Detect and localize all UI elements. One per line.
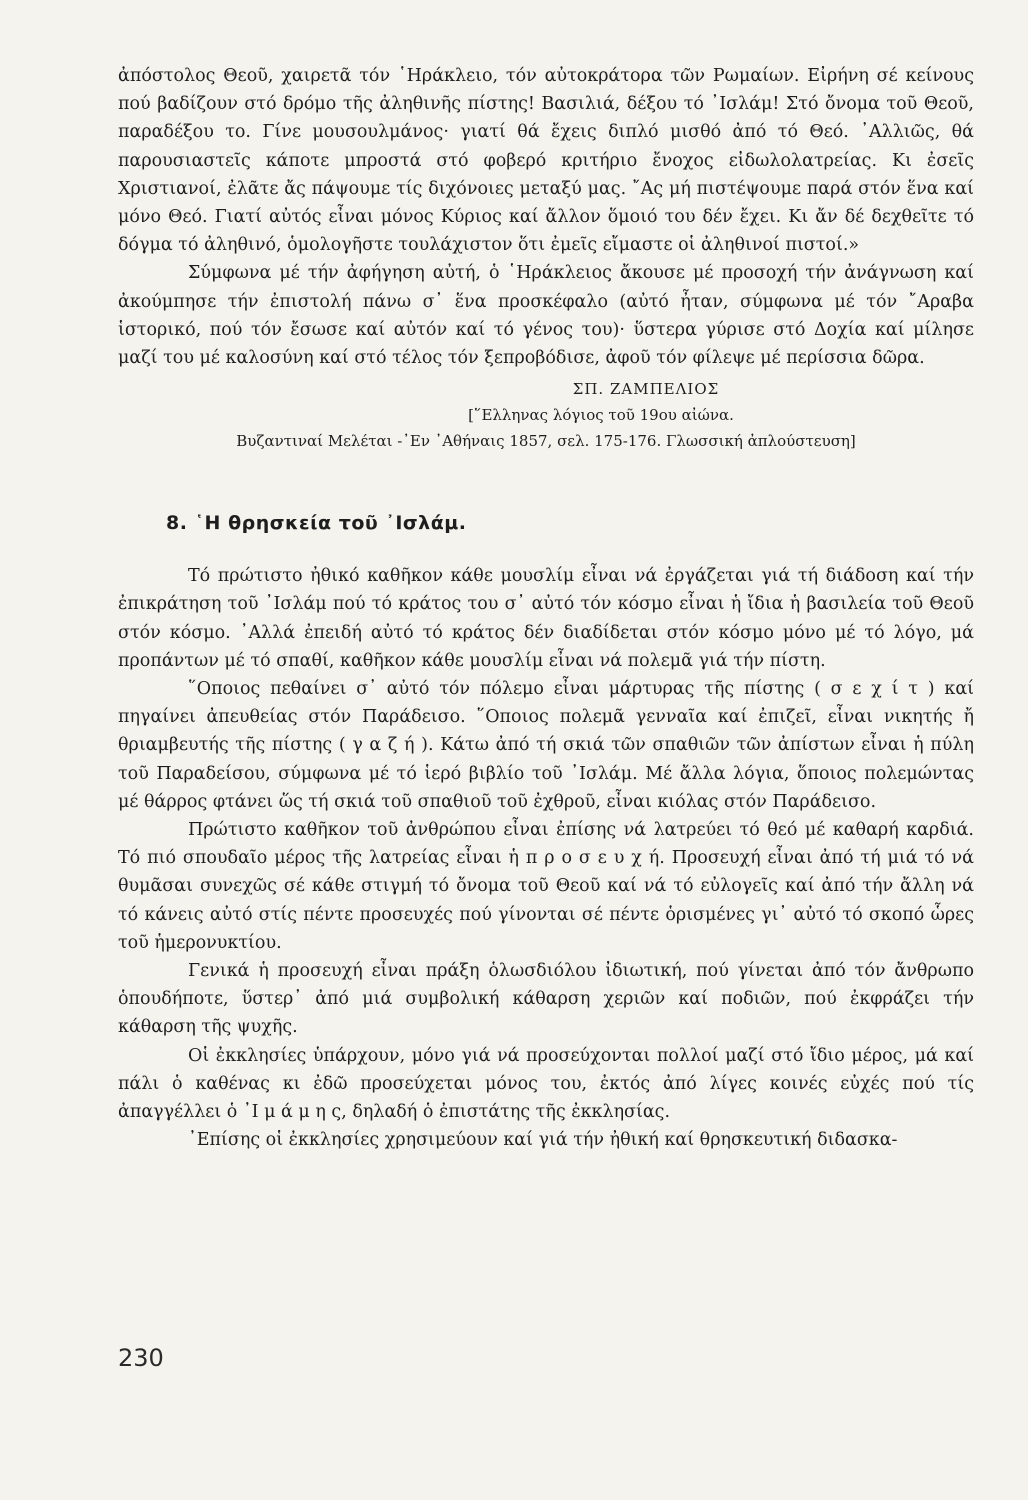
section-paragraph: Γενικά ἡ προσευχή εἶναι πράξη ὁλωσδιόλου ἰδιωτική, πού γίνεται ἀπό τόν ἄνθρωπο ὁπουδήποτε, ὕστερ᾿ ἀπό μιά συμβολική κάθαρση χεριῶν καί ποδιῶν, πού ἐκφράζει τήν κάθαρση τῆς ψυχῆς. [118, 961, 974, 1038]
section-paragraph: Τό πρώτιστο ἠθικό καθῆκον κάθε μουσλίμ εἶναι νά ἐργάζεται γιά τή διάδοση καί τήν ἐπικράτηση τοῦ ᾿Ισλάμ πού τό κράτος του σ᾿ αὐτό τόν κόσμο εἶναι ἡ ἴδια ἡ βασιλεία τοῦ Θεοῦ στόν κόσμο. ᾿Αλλά ἐπειδή αὐτό τό κράτος δέν διαδίδεται στόν κόσμο μόνο μέ τό λόγο, μά προπάντων μέ τό σπαθί, καθῆκον κάθε μουσλίμ εἶναι νά πολεμᾶ γιά τήν πίστη. [118, 566, 974, 671]
citation-author: ΣΠ. ΖΑΜΠΕΛΙΟΣ [572, 380, 720, 399]
section-paragraph: Πρώτιστο καθῆκον τοῦ ἀνθρώπου εἶναι ἐπίσης νά λατρεύει τό θεό μέ καθαρή καρδιά. Τό πιό σπουδαῖο μέρος τῆς λατρείας εἶναι ἡ π ρ ο σ ε υ χ ή. Προσευχή εἶναι ἀπό τή μιά τό νά θυμᾶσαι συνεχῶς σέ κάθε στιγμή τό ὄνομα τοῦ Θεοῦ καί νά τό εὐλογεῖς καί ἀπό τήν ἄλλη νά τό κάνεις αὐτό στίς πέντε προσευχές πού γίνονται σέ πέντε ὁρισμένες γι᾿ αὐτό τό σκοπό ὧρες τοῦ ἡμερονυκτίου. [118, 820, 974, 953]
quote-paragraph: ἀπόστολος Θεοῦ, χαιρετᾶ τόν ῾Ηράκλειο, τόν αὐτοκράτορα τῶν Ρωμαίων. Εἰρήνη σέ κείνους πού βαδίζουν στό δρόμο τῆς ἀληθινῆς πίστης! Βασιλιά, δέξου τό ᾿Ισλάμ! Στό ὄνομα τοῦ Θεοῦ, παραδέξου το. Γίνε μουσουλμάνος· γιατί θά ἔχεις διπλό μισθό ἀπό τό Θεό. ᾿Αλλιῶς, θά παρουσιαστεῖς κάποτε μπροστά στό φοβερό κριτήριο ἔνοχος εἰδωλολατρείας. Κι ἐσεῖς Χριστιανοί, ἐλᾶτε ἄς πάψουμε τίς διχόνοιες μεταξύ μας. ῎Ας μή πιστέψουμε παρά στόν ἕνα καί μόνο Θεό. Γιατί αὐτός εἶναι μόνος Κύριος καί ἄλλον ὅμοιό του δέν ἔχει. Κι ἄν δέ δεχθεῖτε τό δόγμα τό ἀληθινό, ὁμολογῆστε τουλάχιστον ὅτι ἐμεῖς εἴμαστε οἱ ἀληθινοί πιστοί.» [118, 66, 974, 256]
section-paragraph: Οἱ ἐκκλησίες ὑπάρχουν, μόνο γιά νά προσεύχονται πολλοί μαζί στό ἴδιο μέρος, μά καί πάλι ὁ καθένας κι ἐδῶ προσεύχεται μόνος του, ἐκτός ἀπό λίγες κοινές εὐχές πού τίς ἀπαγγέλλει ὁ ᾿Ι μ ά μ η ς, δηλαδή ὁ ἐπιστάτης τῆς ἐκκλησίας. [118, 1045, 974, 1123]
section-paragraph: ᾿Επίσης οἱ ἐκκλησίες χρησιμεύουν καί γιά τήν ἠθική καί θρησκευτική διδασκα- [188, 1130, 898, 1151]
section-paragraph: ῞Οποιος πεθαίνει σ᾿ αὐτό τόν πόλεμο εἶναι μάρτυρας τῆς πίστης ( σ ε χ ί τ ) καί πηγαίνει ἀπευθείας στόν Παράδεισο. ῞Οποιος πολεμᾶ γενναῖα καί ἐπιζεῖ, εἶναι νικητής ἤ θριαμβευτής τῆς πίστης ( γ α ζ ή ). Κάτω ἀπό τή σκιά τῶν σπαθιῶν τῶν ἀπίστων εἶναι ἡ πύλη τοῦ Παραδείσου, σύμφωνα μέ τό ἱερό βιβλίο τοῦ ᾿Ισλάμ. Μέ ἄλλα λόγια, ὅποιος πολεμώντας μέ θάρρος φτάνει ὥς τή σκιά τοῦ σπαθιοῦ τοῦ ἐχθροῦ, εἶναι κιόλας στόν Παράδεισο. [118, 679, 974, 812]
section-body [118, 562, 974, 1154]
page-text-area [118, 62, 974, 1155]
section-heading: 8. ῾Η θρησκεία τοῦ ᾿Ισλάμ. [166, 512, 467, 535]
narrative-paragraph: Σύμφωνα μέ τήν ἀφήγηση αὐτή, ὁ ῾Ηράκλειος ἄκουσε μέ προσοχή τήν ἀνάγνωση καί ἀκούμπησε τήν ἐπιστολή πάνω σ᾿ ἕνα προσκέφαλο (αὐτό ἦταν, σύμφωνα μέ τόν ῎Αραβα ἱστορικό, πού τόν ἔσωσε καί αὐτόν καί τό γένος του)· ὕστερα γύρισε στό Δοχία καί μίλησε μαζί του μέ καλοσύνη καί στό τέλος τόν ξεπροβόδισε, ἀφοῦ τόν φίλεψε μέ περίσσια δῶρα. [118, 263, 974, 369]
citation-line-2: Βυζαντιναί Μελέται -᾿Εν ᾿Αθήναις 1857, σελ. 175-176. Γλωσσική ἀπλούστευση] [236, 432, 856, 451]
citation-line-1: [῞Ελληνας λόγιος τοῦ 19ου αἰώνα. [468, 406, 734, 425]
page-number: 230 [118, 1344, 164, 1372]
citation [118, 376, 974, 454]
